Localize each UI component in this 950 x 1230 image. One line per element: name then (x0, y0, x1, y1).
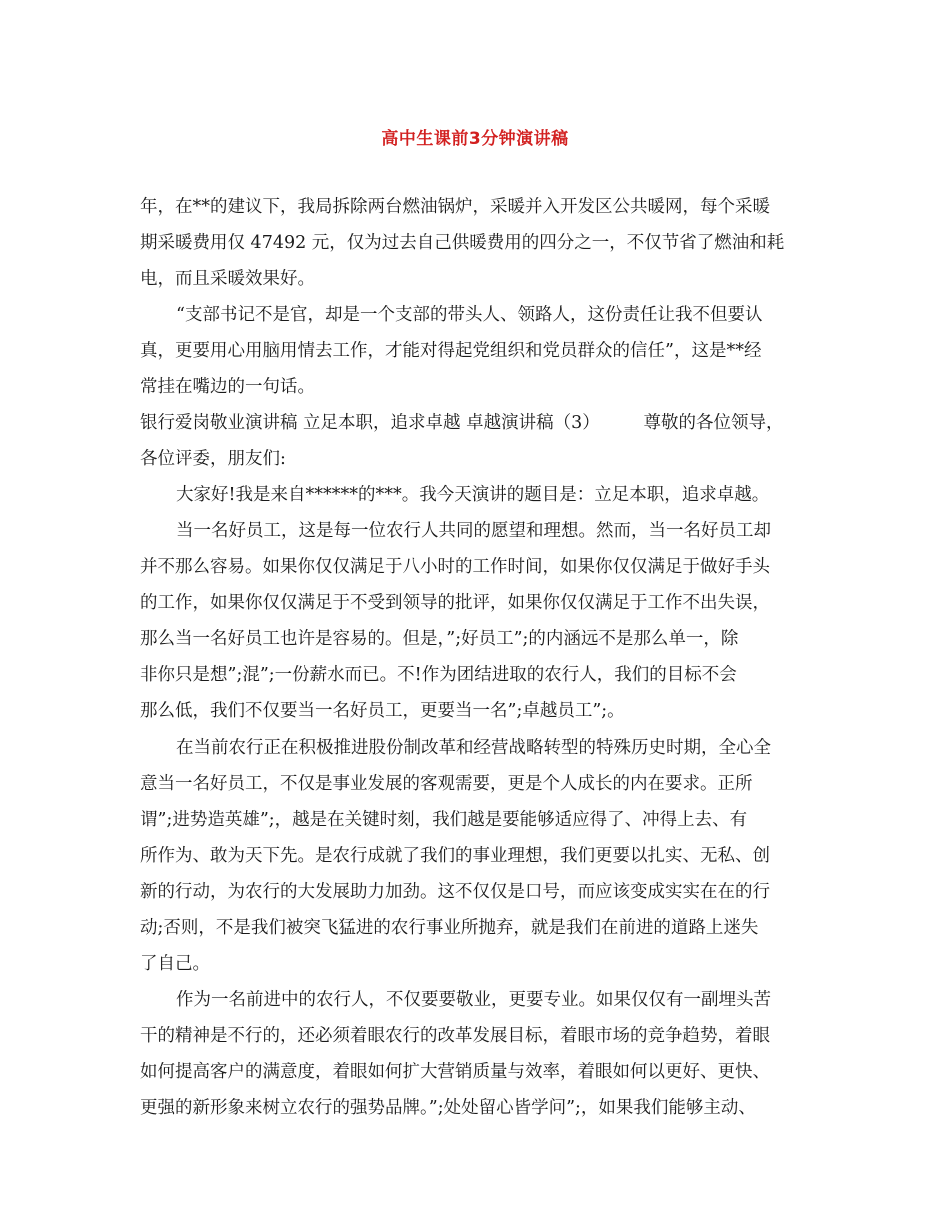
text-line: 年，在**的建议下，我局拆除两台燃油锅炉，采暖并入开发区公共暖网，每个采暖 (140, 197, 770, 217)
text-line: 作为一名前进中的农行人，不仅要要敬业，更要专业。如果仅仅有一副埋头苦 (176, 990, 771, 1010)
text-line: 的工作，如果你仅仅满足于不受到领导的批评，如果你仅仅满足于工作不出失误， (140, 593, 770, 613)
text-line: 动;否则，不是我们被突飞猛进的农行事业所抛弃，就是我们在前进的道路上迷失 (140, 918, 759, 938)
text-line: 干的精神是不行的，还必须着眼农行的改革发展目标，着眼市场的竞争趋势，着眼 (140, 1026, 770, 1046)
text-line: 真，更要用心用脑用情去工作，才能对得起党组织和党员群众的信任”，这是**经 (140, 341, 762, 361)
text-line: 新的行动，为农行的大发展助力加劲。这不仅仅是口号，而应该变成实实在在的行 (140, 882, 770, 902)
text-line: 期采暖费用仅 47492 元，仅为过去自己供暖费用的四分之一，不仅节省了燃油和耗 (140, 233, 785, 253)
text-line: 并不那么容易。如果你仅仅满足于八小时的工作时间，如果你仅仅满足于做好手头 (140, 557, 770, 577)
text-line: 意当一名好员工，不仅是事业发展的客观需要，更是个人成长的内在要求。正所 (140, 774, 753, 794)
text-line: 所作为、敢为天下先。是农行成就了我们的事业理想，我们更要以扎实、无私、创 (140, 846, 770, 866)
text-line: 那么当一名好员工也许是容易的。但是，”;好员工”;的内涵远不是那么单一，除 (140, 629, 739, 649)
text-line: 常挂在嘴边的一句话。 (140, 377, 315, 397)
text-line: 当一名好员工，这是每一位农行人共同的愿望和理想。然而，当一名好员工却 (176, 521, 771, 541)
text-line: 如何提高客户的满意度，着眼如何扩大营销质量与效率，着眼如何以更好、更快、 (140, 1062, 770, 1082)
text-line: 那么低，我们不仅要当一名好员工，更要当一名”;卓越员工”;。 (140, 701, 625, 721)
text-line: 大家好!我是来自******的***。我今天演讲的题目是：立足本职，追求卓越。 (176, 485, 770, 505)
text-line: 谓”;进势造英雄”;，越是在关键时刻，我们越是要能够适应得了、冲得上去、有 (140, 810, 748, 830)
text-line: 银行爱岗敬业演讲稿 立足本职，追求卓越 卓越演讲稿（3） 尊敬的各位领导， (140, 413, 784, 433)
text-line: 各位评委，朋友们: (140, 449, 286, 469)
text-line: “支部书记不是官，却是一个支部的带头人、领路人，这份责任让我不但要认 (176, 305, 763, 325)
document-title: 高中生课前3分钟演讲稿 (381, 129, 569, 149)
text-line: 更强的新形象来树立农行的强势品牌。”;处处留心皆学问”;，如果我们能够主动、 (140, 1098, 756, 1118)
text-line: 电，而且采暖效果好。 (140, 269, 315, 289)
text-line: 了自己。 (140, 954, 210, 974)
text-line: 非你只是想”;混”;一份薪水而已。不!作为团结进取的农行人，我们的目标不会 (140, 665, 737, 685)
text-line: 在当前农行正在积极推进股份制改革和经营战略转型的特殊历史时期，全心全 (176, 738, 771, 758)
